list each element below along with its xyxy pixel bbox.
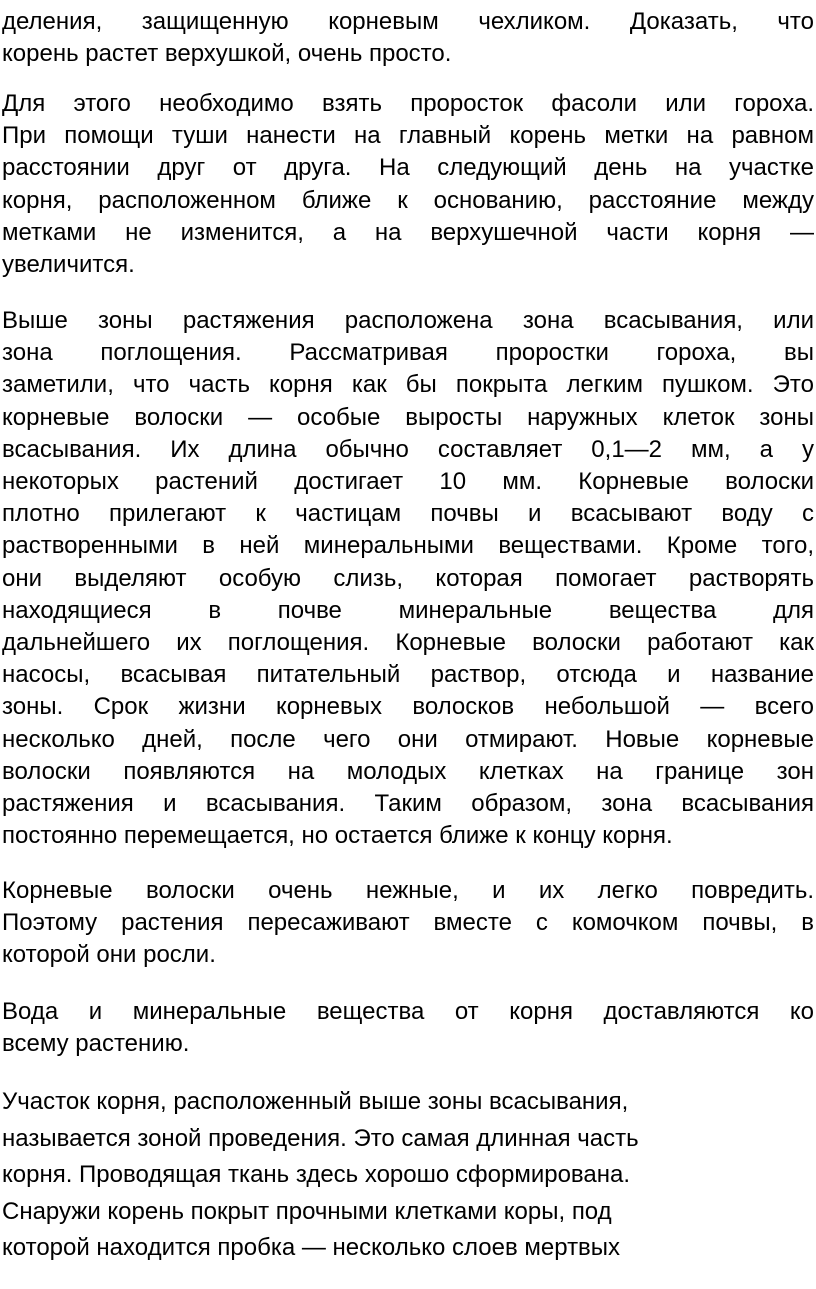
text-line: Для этого необходимо взять проросток фасоли или гороха. xyxy=(2,90,814,117)
text-line: корень растет верхушкой, очень просто. xyxy=(2,40,452,68)
text-line: называется зоной проведения. Это самая длинная часть xyxy=(2,1124,639,1152)
text-line: Выше зоны растяжения расположена зона всасывания, или xyxy=(2,307,814,334)
text-line: При помощи туши нанести на главный корень метки на равном xyxy=(2,122,814,150)
text-line: деления, защищенную корневым чехликом. Доказать, что xyxy=(2,8,814,35)
text-line: корневые волоски — особые выросты наружных клеток зоны xyxy=(2,403,814,431)
text-line: метками не изменится, а на верхушечной части корня — xyxy=(2,218,814,246)
text-line: зона поглощения. Рассматривая проростки гороха, вы xyxy=(2,339,814,367)
text-line: плотно прилегают к частицам почвы и всасывают воду с xyxy=(2,500,814,528)
paragraph-experiment xyxy=(2,88,814,281)
text-line: Корневые волоски очень нежные, и их легко повредить. xyxy=(2,877,814,904)
text-line: волоски появляются на молодых клетках на границе зон xyxy=(2,757,814,785)
text-line: увеличится. xyxy=(2,251,135,279)
text-line: растяжения и всасывания. Таким образом, зона всасывания xyxy=(2,790,814,818)
text-line: заметили, что часть корня как бы покрыта легким пушком. Это xyxy=(2,371,814,399)
text-line: Вода и минеральные вещества от корня доставляются ко xyxy=(2,998,814,1025)
text-line: несколько дней, после чего они отмирают. Новые корневые xyxy=(2,725,814,753)
text-line: некоторых растений достигает 10 мм. Корневые волоски xyxy=(2,468,814,496)
text-line: которой они росли. xyxy=(2,941,216,969)
text-line: находящиеся в почве минеральные вещества для xyxy=(2,596,814,624)
text-line: постоянно перемещается, но остается ближе к концу корня. xyxy=(2,822,673,850)
text-line: зоны. Срок жизни корневых волосков небольшой — всего xyxy=(2,693,814,721)
paragraph-absorption-zone xyxy=(2,305,814,852)
text-line: которой находится пробка — несколько слоев мертвых xyxy=(2,1234,621,1261)
text-line: корня. Проводящая ткань здесь хорошо сформирована. xyxy=(2,1161,631,1188)
text-line: дальнейшего их поглощения. Корневые волоски работают как xyxy=(2,629,814,657)
paragraph-root-hairs-delicate xyxy=(2,875,814,972)
text-line: они выделяют особую слизь, которая помогает растворять xyxy=(2,564,814,592)
text-line: всему растению. xyxy=(2,1030,190,1058)
text-line: расстоянии друг от друга. На следующий день на участке xyxy=(2,154,814,182)
text-line: Участок корня, расположенный выше зоны всасывания, xyxy=(2,1088,629,1115)
text-line: Поэтому растения пересаживают вместе с комочком почвы, в xyxy=(2,909,814,937)
text-line: растворенными в ней минеральными веществами. Кроме того, xyxy=(2,532,814,560)
text-line: насосы, всасывая питательный раствор, отсюда и название xyxy=(2,661,814,689)
text-line: Снаружи корень покрыт прочными клетками коры, под xyxy=(2,1197,612,1225)
text-line: корня, расположенном ближе к основанию, расстояние между xyxy=(2,186,814,214)
paragraph-root-growth xyxy=(2,6,814,70)
text-line: всасывания. Их длина обычно составляет 0,1—2 мм, а у xyxy=(2,435,814,463)
paragraph-water-minerals xyxy=(2,996,814,1060)
paragraph-conduction-zone xyxy=(2,1084,814,1267)
